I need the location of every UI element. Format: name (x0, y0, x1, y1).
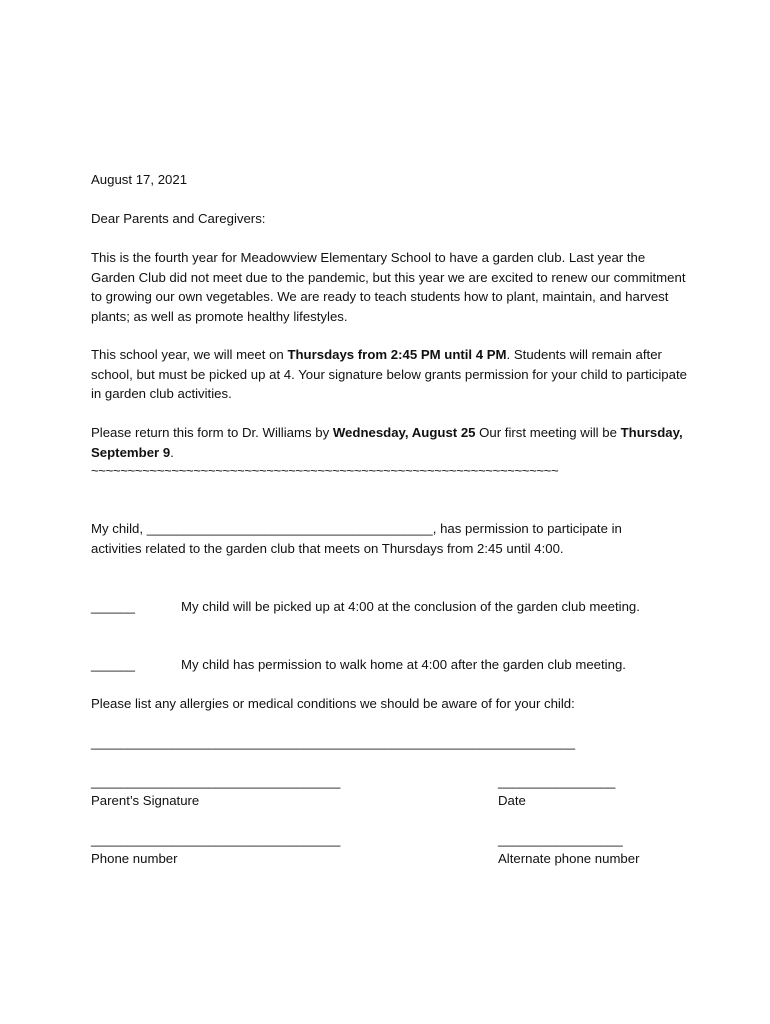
allergy-prompt: Please list any allergies or medical conditions we should be aware of for your child: (91, 696, 575, 711)
phone-field[interactable]: __________________________________ (91, 832, 341, 847)
permission-text-a: My child, (91, 521, 147, 536)
paragraph-return (91, 423, 691, 462)
return-text-a: Please return this form to Dr. Williams by (91, 425, 333, 440)
alt-phone-field[interactable]: _________________ (498, 832, 623, 847)
phone-label: Phone number (91, 851, 178, 866)
letter-date: August 17, 2021 (91, 172, 188, 187)
first-meeting-date: Thursday, September 9 (91, 425, 683, 460)
paragraph-intro: This is the fourth year for Meadowview Elementary School to have a garden club. Last year the Garden Club did not meet due to the pandemic, but this year we are excited to renew our commitment to growing our own vegetables. We are ready to teach students how to plant, maintain, and harvest plants; as well as promote healthy lifestyles. (91, 250, 686, 324)
walk-option-field[interactable]: ______ (91, 657, 136, 672)
divider: ~~~~~~~~~~~~~~~~~~~~~~~~~~~~~~~~~~~~~~~~~~~~~~~~~~~~~~~~~~~~~~~~ (91, 463, 559, 478)
salutation: Dear Parents and Caregivers: (91, 211, 266, 226)
schedule-time: Thursdays from 2:45 PM until 4 PM (287, 347, 507, 362)
signature-label: Parent’s Signature (91, 793, 200, 808)
signature-field[interactable]: __________________________________ (91, 774, 341, 789)
return-deadline: Wednesday, August 25 (332, 425, 476, 440)
return-text-c: . (170, 444, 174, 460)
schedule-text-b: . Students will remain after school, but must be picked up at 4. Your signature below grants permission for your child to participate in garden club activities. (91, 347, 687, 402)
permission-line-2: activities related to the garden club that meets on Thursdays from 2:45 until 4:00. (91, 541, 564, 556)
pickup-option-field[interactable]: ______ (91, 599, 136, 614)
paragraph-schedule (91, 345, 691, 404)
permission-text-b: , has permission to participate in (432, 521, 622, 536)
date-field[interactable]: ________________ (498, 774, 616, 789)
alt-phone-label: Alternate phone number (498, 851, 640, 866)
schedule-text-a: This school year, we will meet on (91, 347, 288, 362)
letter-page (91, 0, 691, 1024)
allergy-field[interactable]: __________________________________________________________________ (91, 735, 576, 750)
child-name-field[interactable]: _______________________________________ (146, 521, 433, 536)
permission-line (91, 519, 622, 539)
date-label: Date (498, 793, 526, 808)
return-text-b: Our first meeting will be (475, 425, 621, 440)
pickup-option-text: My child will be picked up at 4:00 at the conclusion of the garden club meeting. (181, 599, 640, 614)
walk-option-text: My child has permission to walk home at 4:00 after the garden club meeting. (181, 657, 626, 672)
